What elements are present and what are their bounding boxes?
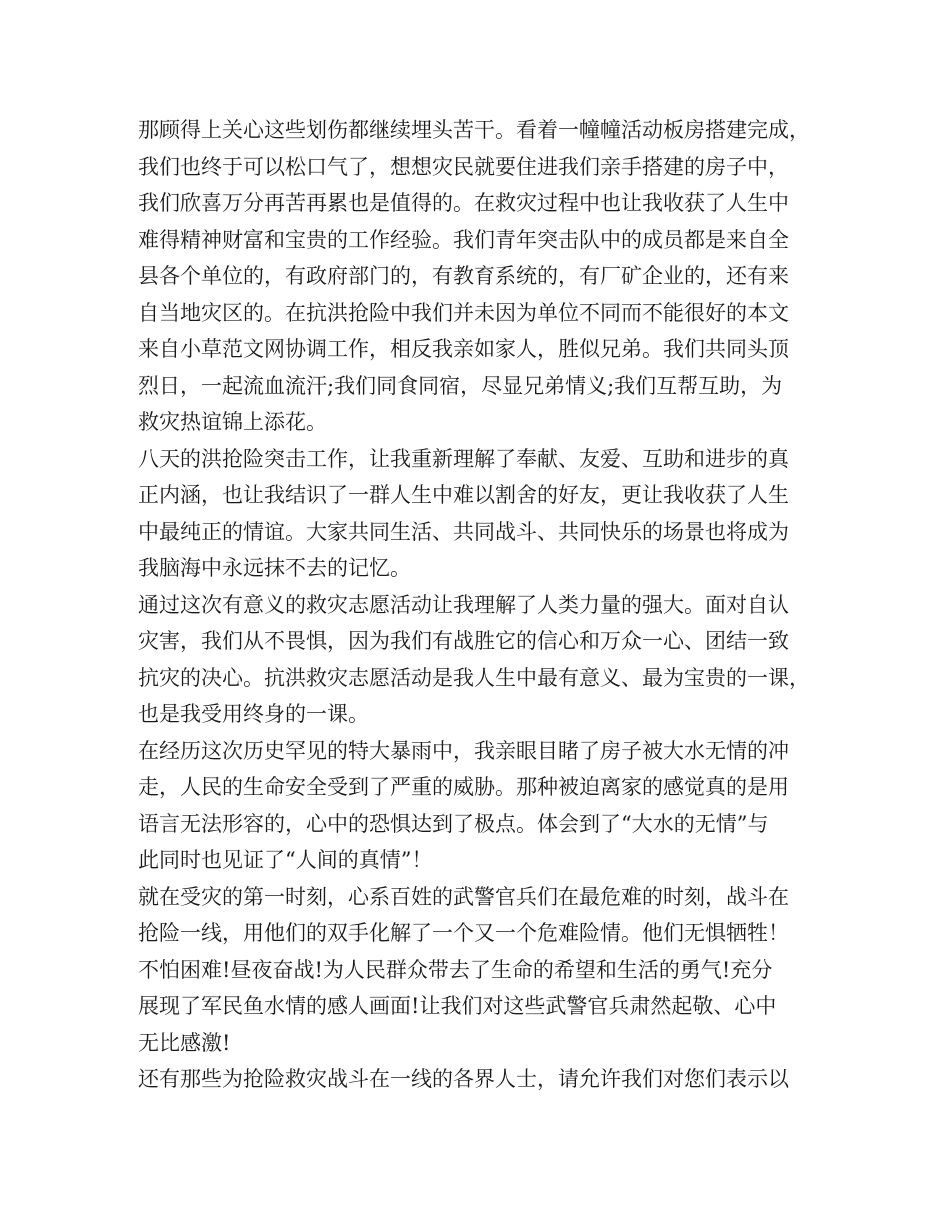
text-line: 我们欣喜万分再苦再累也是值得的。在救灾过程中也让我收获了人生中 bbox=[138, 191, 789, 215]
text-line: 走，人民的生命安全受到了严重的威胁。那种被迫离家的感觉真的是用 bbox=[138, 775, 789, 799]
text-line: 自当地灾区的。在抗洪抢险中我们并未因为单位不同而不能很好的本文 bbox=[138, 300, 789, 325]
text-line: 无比感激! bbox=[138, 1030, 231, 1055]
text-line: 也是我受用终身的一课。 bbox=[138, 702, 369, 726]
text-line: 八天的洪抢险突击工作，让我重新理解了奉献、友爱、互助和进步的真 bbox=[138, 446, 789, 471]
text-line: 展现了军民鱼水情的感人画面!让我们对这些武警官兵肃然起敬、心中 bbox=[138, 994, 777, 1018]
text-line: 救灾热谊锦上添花。 bbox=[138, 410, 327, 434]
text-line: 就在受灾的第一时刻，心系百姓的武警官兵们在最危难的时刻，战斗在 bbox=[138, 884, 789, 909]
text-line: 我们也终于可以松口气了，想想灾民就要住进我们亲手搭建的房子中， bbox=[138, 154, 789, 179]
text-line: 来自小草范文网协调工作，相反我亲如家人，胜似兄弟。我们共同头顶 bbox=[138, 337, 789, 361]
text-line: 还有那些为抢险救灾战斗在一线的各界人士，请允许我们对您们表示以 bbox=[138, 1067, 789, 1091]
text-line: 语言无法形容的，心中的恐惧达到了极点。体会到了“大水的无情”与 bbox=[138, 811, 769, 836]
text-line: 抢险一线，用他们的双手化解了一个又一个危难险情。他们无惧牺牲！ bbox=[138, 921, 789, 945]
text-line: 中最纯正的情谊。大家共同生活、共同战斗、共同快乐的场景也将成为 bbox=[138, 519, 789, 544]
text-line: 灾害，我们从不畏惧，因为我们有战胜它的信心和万众一心、团结一致 bbox=[138, 629, 789, 653]
text-line: 那顾得上关心这些划伤都继续埋头苦干。看着一幢幢活动板房搭建完成， bbox=[138, 118, 810, 142]
text-line: 我脑海中永远抹不去的记忆。 bbox=[138, 556, 411, 580]
text-line: 不怕困难!昼夜奋战!为人民群众带去了生命的希望和生活的勇气!充分 bbox=[138, 957, 773, 982]
text-line: 难得精神财富和宝贵的工作经验。我们青年突击队中的成员都是来自全 bbox=[138, 227, 789, 252]
text-line: 烈日，一起流血流汗;我们同食同宿，尽显兄弟情义;我们互帮互助，为 bbox=[138, 373, 783, 398]
text-line: 县各个单位的，有政府部门的，有教育系统的，有厂矿企业的，还有来 bbox=[138, 264, 789, 288]
text-line: 此同时也见证了“人间的真情”！ bbox=[138, 848, 433, 872]
document-body bbox=[138, 112, 818, 1098]
text-line: 抗灾的决心。抗洪救灾志愿活动是我人生中最有意义、最为宝贵的一课， bbox=[138, 665, 810, 690]
text-line: 在经历这次历史罕见的特大暴雨中，我亲眼目睹了房子被大水无情的冲 bbox=[138, 738, 789, 763]
text-line: 通过这次有意义的救灾志愿活动让我理解了人类力量的强大。面对自认 bbox=[138, 592, 789, 617]
text-line: 正内涵，也让我结识了一群人生中难以割舍的好友，更让我收获了人生 bbox=[138, 483, 789, 507]
